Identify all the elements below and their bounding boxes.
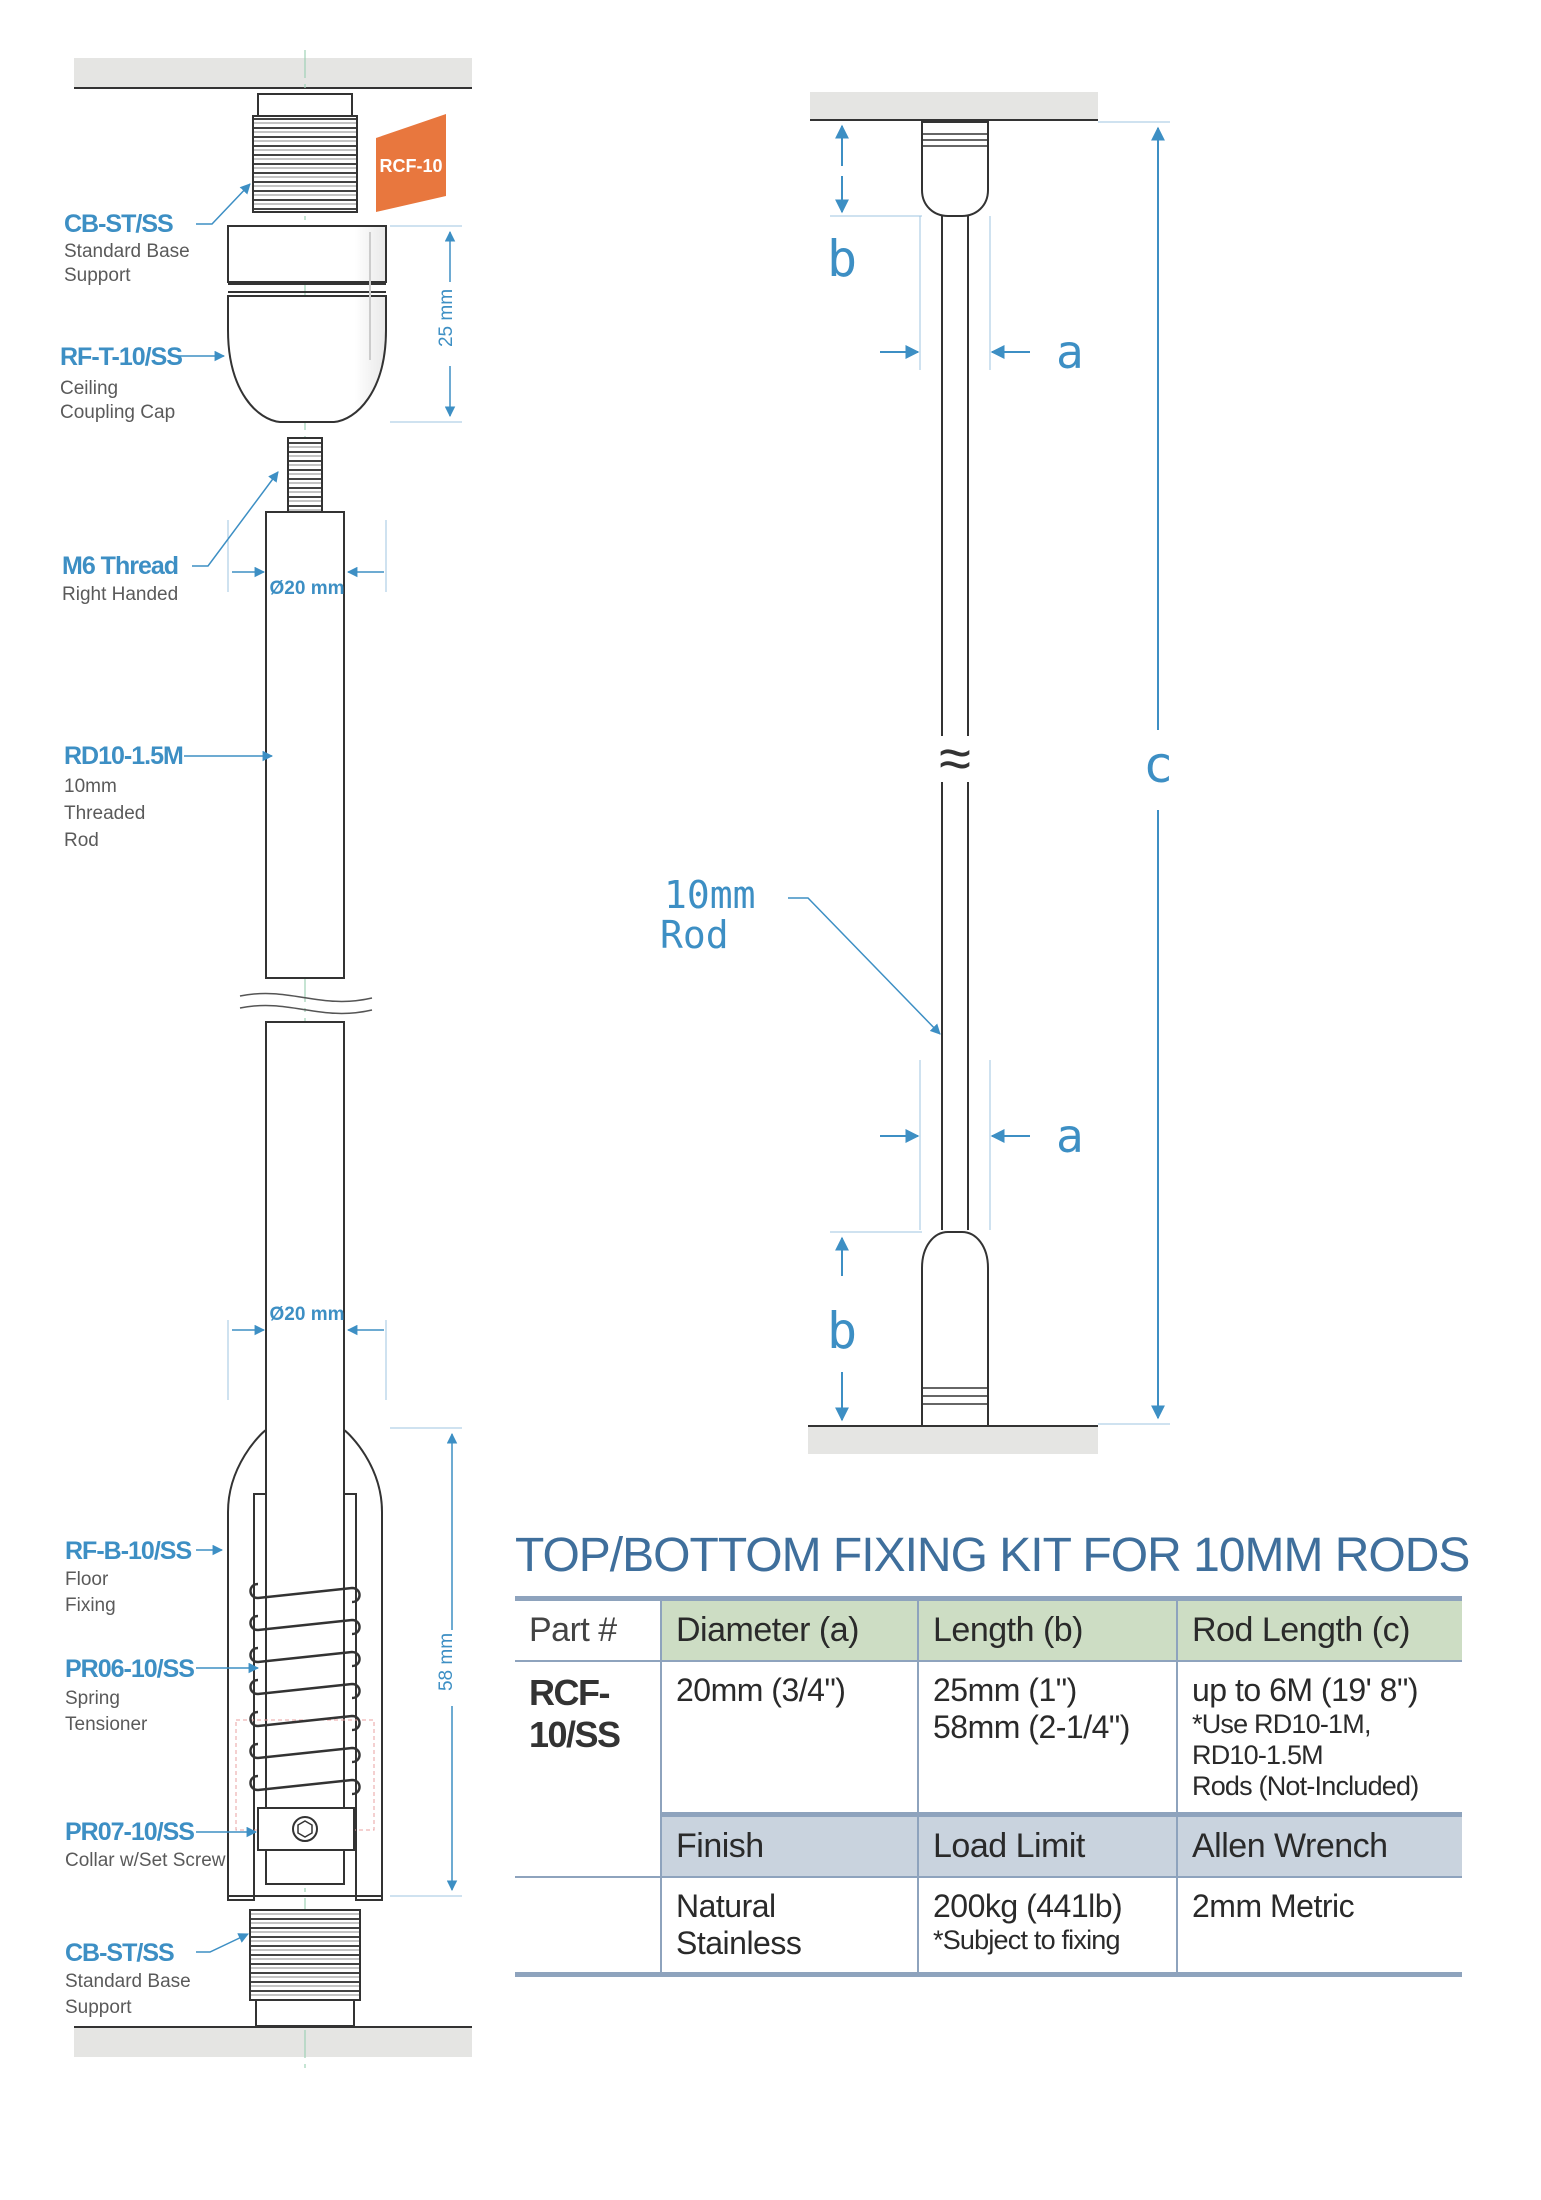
dim-cap-height xyxy=(390,226,462,422)
load-note: *Subject to fixing xyxy=(933,1925,1120,1955)
value-rod-length xyxy=(1177,1661,1462,1815)
value-load-limit xyxy=(918,1877,1177,1975)
dim-a-bottom xyxy=(880,1109,1084,1163)
collar-set-screw xyxy=(258,1808,354,1850)
svg-text:Rod: Rod xyxy=(64,830,99,851)
part-label-rf-t xyxy=(60,343,182,423)
top-base-support xyxy=(253,94,357,212)
rod-break xyxy=(240,993,372,1001)
header-load-limit: Load Limit xyxy=(918,1815,1177,1878)
schematic-bottom-fixture xyxy=(922,1232,988,1426)
svg-text:Rod: Rod xyxy=(660,913,729,957)
spec-values-row-2 xyxy=(515,1877,1462,1975)
svg-text:Ø20 mm: Ø20 mm xyxy=(269,578,345,599)
spec-section xyxy=(515,1528,1470,1977)
value-rod-length-main: up to 6M (19' 8") xyxy=(1192,1672,1418,1708)
rod-break-symbol: ≈ xyxy=(939,726,971,791)
svg-text:RCF-10: RCF-10 xyxy=(379,156,443,176)
svg-text:Ø20 mm: Ø20 mm xyxy=(269,1304,345,1325)
svg-text:Right Handed: Right Handed xyxy=(62,584,179,605)
svg-text:Collar w/Set Screw: Collar w/Set Screw xyxy=(65,1850,226,1871)
svg-text:Tensioner: Tensioner xyxy=(65,1714,148,1735)
value-length-2: 58mm (2-1/4") xyxy=(933,1709,1130,1745)
value-allen-wrench: 2mm Metric xyxy=(1177,1877,1462,1975)
svg-text:RF-B-10/SS: RF-B-10/SS xyxy=(65,1537,192,1565)
value-finish: Natural Stainless xyxy=(661,1877,918,1975)
header-length: Length (b) xyxy=(918,1599,1177,1662)
part-number: RCF-10/SS xyxy=(529,1672,620,1755)
svg-text:PR06-10/SS: PR06-10/SS xyxy=(65,1655,194,1683)
header-finish: Finish xyxy=(661,1815,918,1878)
spec-header-row-1 xyxy=(515,1599,1462,1662)
part-label-rf-b xyxy=(65,1537,191,1616)
spec-header-row-2 xyxy=(515,1815,1462,1878)
dim-b-bottom xyxy=(827,1238,857,1420)
svg-text:58 mm: 58 mm xyxy=(436,1632,457,1692)
svg-text:RF-T-10/SS: RF-T-10/SS xyxy=(60,343,182,371)
ceiling-coupling-cap xyxy=(228,226,386,422)
schematic-view xyxy=(660,92,1173,1454)
bottom-base-support xyxy=(250,1910,360,2026)
svg-text:RD10-1.5M: RD10-1.5M xyxy=(64,742,183,770)
schematic-ceiling xyxy=(810,92,1098,120)
header-rod-length: Rod Length (c) xyxy=(1177,1599,1462,1662)
svg-text:M6 Thread: M6 Thread xyxy=(62,552,179,580)
part-label-pr06 xyxy=(65,1655,194,1735)
svg-text:Support: Support xyxy=(65,1997,132,2018)
dim-c xyxy=(1143,128,1173,1418)
schematic-top-fixture xyxy=(922,122,988,216)
spec-values-row-1 xyxy=(515,1661,1462,1815)
header-allen-wrench: Allen Wrench xyxy=(1177,1815,1462,1878)
part-label-m6-thread xyxy=(62,552,178,605)
svg-text:Fixing: Fixing xyxy=(65,1595,116,1616)
svg-text:PR07-10/SS: PR07-10/SS xyxy=(65,1818,194,1846)
svg-text:Coupling Cap: Coupling Cap xyxy=(60,402,176,423)
svg-text:a: a xyxy=(1056,325,1084,379)
rod-callout xyxy=(660,873,940,1034)
svg-text:CB-ST/SS: CB-ST/SS xyxy=(65,1939,174,1967)
floor-slab xyxy=(74,2027,472,2057)
svg-text:Threaded: Threaded xyxy=(64,803,146,824)
value-length-1: 25mm (1") xyxy=(933,1672,1077,1708)
value-load-limit-main: 200kg (441lb) xyxy=(933,1888,1123,1924)
part-number-label: Part # xyxy=(529,1611,617,1649)
svg-text:b: b xyxy=(826,230,858,288)
svg-text:CB-ST/SS: CB-ST/SS xyxy=(64,210,173,238)
part-label-cb-st-bottom xyxy=(65,1939,191,2018)
m6-thread-stud xyxy=(288,438,322,512)
svg-text:Spring: Spring xyxy=(65,1688,120,1709)
svg-text:10mm: 10mm xyxy=(64,776,117,797)
dim-b-top xyxy=(827,126,857,288)
svg-text:Ceiling: Ceiling xyxy=(60,378,119,399)
kit-badge xyxy=(376,114,446,212)
spec-title: TOP/BOTTOM FIXING KIT FOR 10MM RODS xyxy=(515,1529,1470,1582)
part-label-rd10 xyxy=(64,742,183,851)
spec-table xyxy=(515,1596,1462,1977)
part-label-pr07 xyxy=(65,1818,226,1871)
svg-text:Standard Base: Standard Base xyxy=(64,241,190,262)
header-diameter: Diameter (a) xyxy=(661,1599,918,1662)
svg-text:c: c xyxy=(1142,736,1174,794)
rod-note-2: Rods (Not-Included) xyxy=(1192,1771,1419,1801)
value-length xyxy=(918,1661,1177,1815)
rod-note-1: *Use RD10-1M, RD10-1.5M xyxy=(1192,1709,1371,1770)
ceiling-slab xyxy=(74,58,472,88)
svg-text:b: b xyxy=(826,1302,858,1360)
part-label-cb-st-top xyxy=(64,210,190,286)
svg-text:10mm: 10mm xyxy=(664,873,756,917)
schematic-floor xyxy=(808,1426,1098,1454)
dim-a-top xyxy=(880,325,1084,379)
svg-text:Support: Support xyxy=(64,265,131,286)
value-diameter: 20mm (3/4") xyxy=(661,1661,918,1815)
svg-text:Standard Base: Standard Base xyxy=(65,1971,191,1992)
svg-text:a: a xyxy=(1056,1109,1084,1163)
dim-floor-height xyxy=(390,1428,462,1896)
svg-text:Floor: Floor xyxy=(65,1569,109,1590)
svg-text:25 mm: 25 mm xyxy=(436,288,457,348)
exploded-view xyxy=(60,50,472,2070)
